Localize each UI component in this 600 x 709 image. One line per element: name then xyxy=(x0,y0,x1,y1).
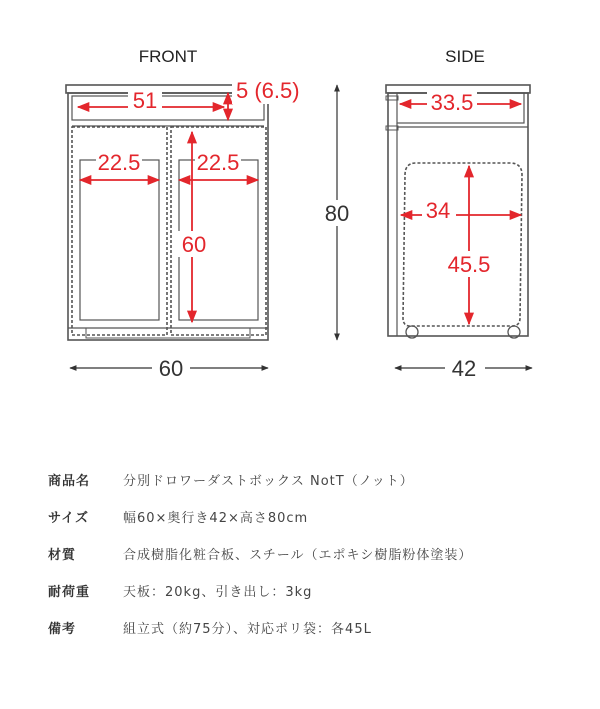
spec-label: サイズ xyxy=(48,511,89,526)
spec-value: 幅60×奥行き42×高さ80cm xyxy=(123,511,309,526)
front-cabinet-outline xyxy=(66,85,270,340)
side-cabinet-outline xyxy=(386,85,530,338)
side-view-title: SIDE xyxy=(445,47,485,66)
front-left-door-width-label: 22.5 xyxy=(97,150,141,175)
spec-row-product-name xyxy=(48,470,568,507)
front-door-height-label: 60 xyxy=(181,232,207,257)
front-drawer-height-label: 5 (6.5) xyxy=(236,78,300,103)
spec-value: 天板：20kg、引き出し：3kg xyxy=(123,585,313,600)
spec-value: 分別ドロワーダストボックス NotT（ノット） xyxy=(123,474,414,489)
spec-row-load-capacity xyxy=(48,581,568,618)
total-width-label: 60 xyxy=(158,356,184,381)
spec-row-size xyxy=(48,507,568,544)
front-right-door-width-label: 22.5 xyxy=(196,150,240,175)
side-top-depth-label: 33.5 xyxy=(430,90,474,115)
spec-label: 材質 xyxy=(48,548,77,563)
total-height-label: 80 xyxy=(324,201,350,226)
spec-table xyxy=(48,470,568,655)
front-view-title: FRONT xyxy=(138,47,198,66)
spec-label: 商品名 xyxy=(48,474,91,489)
spec-row-material xyxy=(48,544,568,581)
front-top-width-label: 51 xyxy=(132,88,158,113)
spec-label: 備考 xyxy=(48,622,77,637)
spec-label: 耐荷重 xyxy=(48,585,91,600)
spec-row-notes xyxy=(48,618,568,655)
spec-value: 組立式（約75分）、対応ポリ袋：各45L xyxy=(123,622,372,637)
side-bin-depth-label: 34 xyxy=(425,198,451,223)
side-bin-height-label: 45.5 xyxy=(447,252,491,277)
spec-value: 合成樹脂化粧合板、スチール（エポキシ樹脂粉体塗装） xyxy=(123,548,473,563)
total-depth-label: 42 xyxy=(451,356,477,381)
